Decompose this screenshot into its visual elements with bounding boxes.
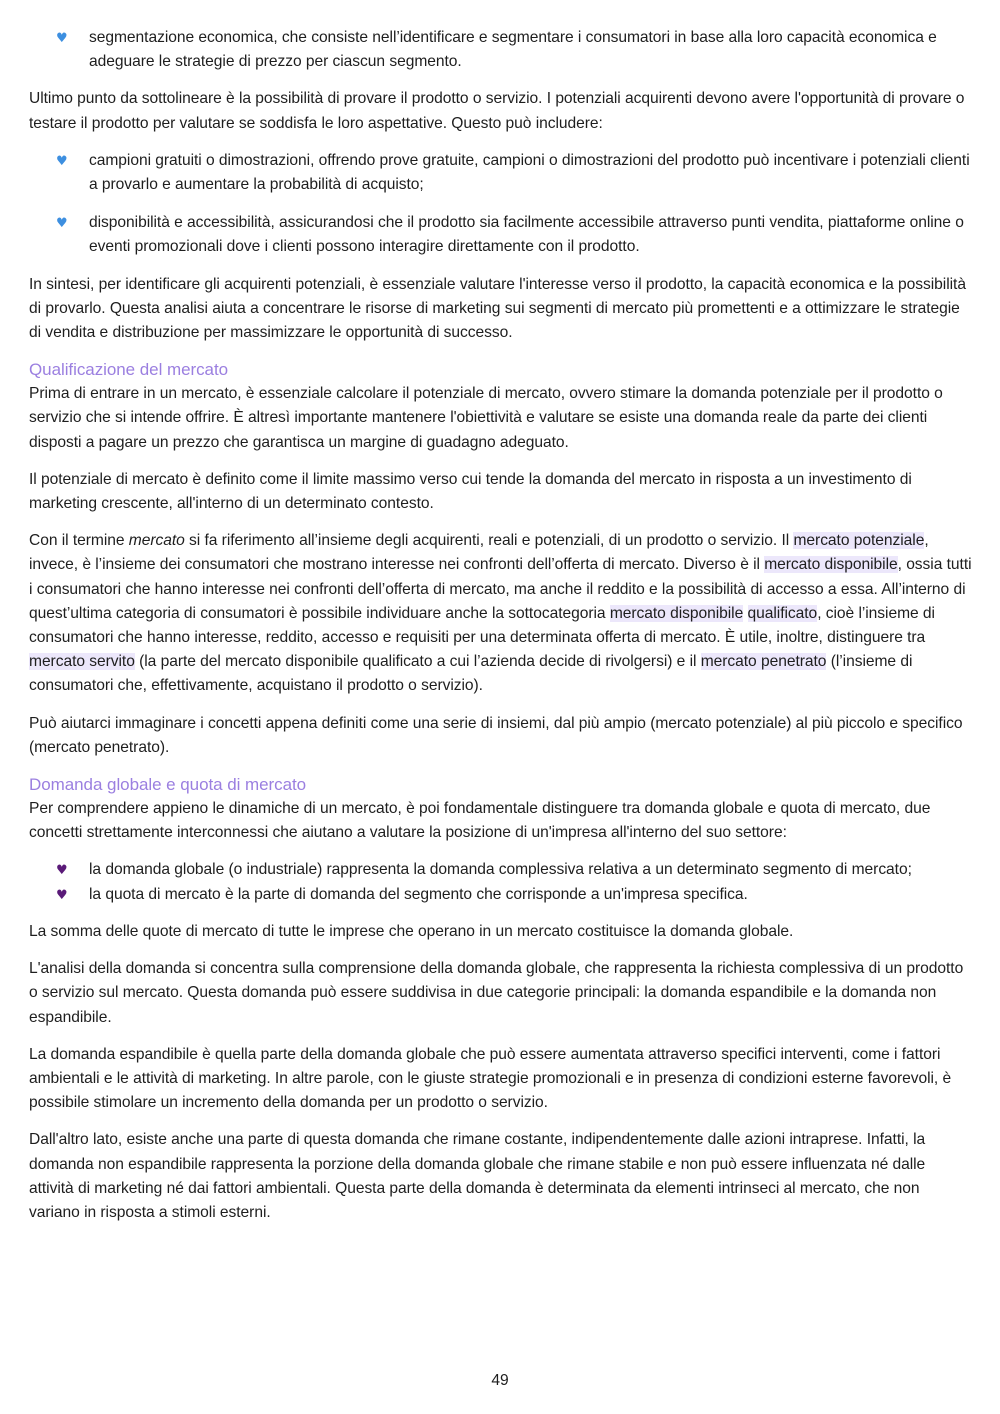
heart-icon: ♥ bbox=[56, 153, 68, 169]
paragraph-summary: In sintesi, per identificare gli acquirenti potenziali, è essenziale valutare l'interesse verso il prodotto, la capacità economica e la possibilità di provarlo. Questa analisi aiuta a concentrare le risorse di marketing sui segmenti di mercato più promettenti e a ottimizzare le strategie di vendita e distribuzione per massimizzare le opportunità di successo. bbox=[29, 275, 966, 342]
list-item bbox=[29, 858, 973, 882]
heart-icon: ♥ bbox=[56, 863, 68, 879]
highlighted-term: mercato potenziale bbox=[793, 532, 925, 550]
paragraph: Per comprendere appieno le dinamiche di un mercato, è poi fondamentale distinguere tra domanda globale e quota di mercato, due concetti strettamente interconnessi che aiutano a valutare la posizione di un'impresa all'interno del suo settore: bbox=[29, 800, 931, 842]
highlighted-term: mercato disponibile bbox=[764, 556, 898, 574]
list-item bbox=[29, 883, 973, 907]
bullet-list-trial bbox=[29, 149, 973, 260]
list-item-text: la quota di mercato è la parte di domanda del segmento che corrisponde a un'impresa specifica. bbox=[89, 885, 748, 903]
bullet-list-economic-segmentation bbox=[29, 26, 973, 74]
heart-icon: ♥ bbox=[56, 887, 68, 903]
highlighted-term: qualificato bbox=[747, 604, 818, 622]
document-page bbox=[29, 26, 973, 1238]
paragraph: Può aiutarci immaginare i concetti appena definiti come una serie di insiemi, dal più ampio (mercato potenziale) al più piccolo e specifico (mercato penetrato). bbox=[29, 714, 963, 756]
paragraph: L'analisi della domanda si concentra sulla comprensione della domanda globale, che rappresenta la richiesta complessiva di un prodotto o servizio sul mercato. Questa domanda può essere suddivisa in due categorie principali: la domanda espandibile e la domanda non espandibile. bbox=[29, 960, 964, 1026]
list-item-text: disponibilità e accessibilità, assicurandosi che il prodotto sia facilmente accessibile attraverso punti vendita, piattaforme online o eventi promozionali dove i clienti possono interagire direttamente con il prodotto. bbox=[89, 214, 964, 256]
section-heading-global-demand: Domanda globale e quota di mercato bbox=[29, 775, 307, 795]
list-item bbox=[29, 26, 973, 74]
highlighted-term: mercato penetrato bbox=[700, 653, 827, 671]
paragraph-trial: Ultimo punto da sottolineare è la possibilità di provare il prodotto o servizio. I potenziali acquirenti devono avere l'opportunità di provare o testare il prodotto per valutare se soddisfa le loro aspettative. Questo può includere: bbox=[29, 90, 965, 132]
highlighted-term: mercato servito bbox=[29, 653, 135, 671]
paragraph: Prima di entrare in un mercato, è essenziale calcolare il potenziale di mercato, ovvero stimare la domanda potenziale per il prodotto o servizio che si intende offrire. È altresì importante mantenere l'obiettività e valutare se esiste una domanda reale da parte dei clienti disposti a pagare un prezzo che garantisca un margine di guadagno adeguato. bbox=[29, 385, 943, 451]
heart-icon: ♥ bbox=[56, 31, 68, 46]
page-number: 49 bbox=[491, 1372, 509, 1389]
paragraph: Dall'altro lato, esiste anche una parte di questa domanda che rimane costante, indipendentemente dalle azioni intraprese. Infatti, la domanda non espandibile rappresenta la porzione della domanda globale che rimane stabile e non può essere influenzata né dalle attività di marketing né dai fattori ambientali. Questa parte della domanda è determinata da elementi intrinseci al mercato, che non variano in risposta a stimoli esterni. bbox=[29, 1131, 926, 1221]
paragraph: La domanda espandibile è quella parte della domanda globale che può essere aumentata attraverso specifici interventi, come i fattori ambientali e le attività di marketing. In altre parole, con le giuste strategie promozionali e in presenza di condizioni esterne favorevoli, è possibile stimolare un incremento della domanda per un prodotto o servizio. bbox=[29, 1045, 952, 1112]
list-item-text: la domanda globale (o industriale) rappresenta la domanda complessiva relativa a un determinato segmento di mercato; bbox=[89, 861, 912, 879]
paragraph: La somma delle quote di mercato di tutte le imprese che operano in un mercato costituisce la domanda globale. bbox=[29, 922, 794, 940]
highlighted-term: mercato disponibile bbox=[609, 604, 744, 622]
bullet-list-demand bbox=[29, 858, 973, 906]
emphasis-term: mercato bbox=[128, 532, 185, 550]
paragraph: Il potenziale di mercato è definito come il limite massimo verso cui tende la domanda del mercato in risposta a un investimento di marketing crescente, all'interno di un determinato contesto. bbox=[29, 470, 912, 513]
heart-icon: ♥ bbox=[56, 216, 68, 232]
section-heading-market-qualification: Qualificazione del mercato bbox=[29, 360, 229, 380]
list-item bbox=[29, 211, 973, 259]
paragraph-market-definitions: Con il termine mercato si fa riferimento all’insieme degli acquirenti, reali e potenziali, di un prodotto o servizio. Il mercato potenziale, invece, è l’insieme dei consumatori che mostrano interesse nei confronti dell’offerta di mercato. Diverso è il mercato disponibile, ossia tutti i consumatori che hanno interesse nei confronti dell’offerta di mercato, ma anche il reddito e la possibilità di accesso a essa. All’interno di quest’ultima categoria di consumatori è possibile individuare anche la sottocategoria mercato disponibile qualificato, cioè l’insieme di consumatori che hanno interesse, reddito, accesso e requisiti per una determinata offerta di mercato. È utile, inoltre, distinguere tra mercato servito (la parte del mercato disponibile qualificato a cui l’azienda decide di rivolgersi) e il mercato penetrato (l’insieme di consumatori che, effettivamente, acquistano il prodotto o servizio). bbox=[29, 532, 972, 695]
list-item-text: segmentazione economica, che consiste nell’identificare e segmentare i consumatori in base alla loro capacità economica e adeguare le strategie di prezzo per ciascun segmento. bbox=[89, 29, 937, 71]
list-item-text: campioni gratuiti o dimostrazioni, offrendo prove gratuite, campioni o dimostrazioni del prodotto può incentivare i potenziali clienti a provarlo e aumentare la probabilità di acquisto; bbox=[89, 151, 970, 194]
list-item bbox=[29, 149, 973, 197]
